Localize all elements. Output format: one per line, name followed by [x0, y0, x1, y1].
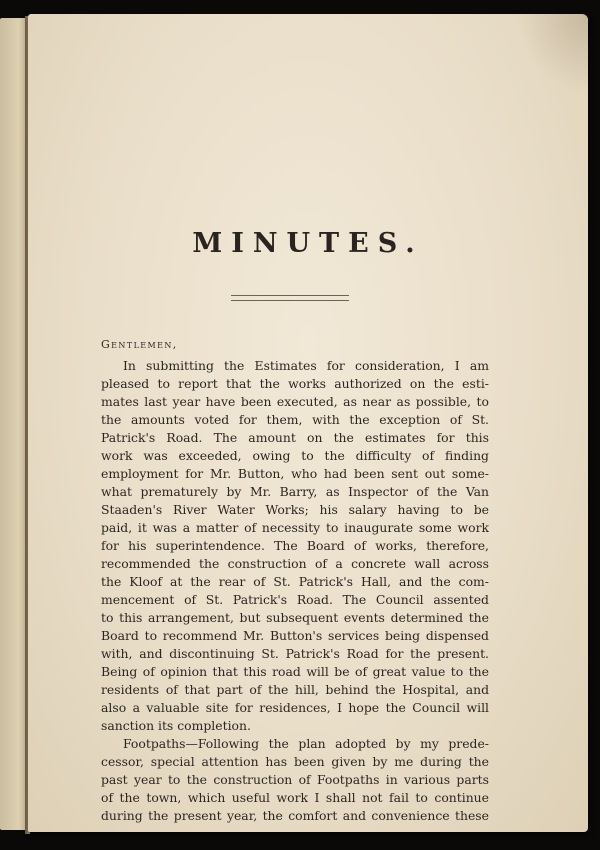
text-line: with, and discontinuing St. Patrick's Road for the present. — [101, 646, 489, 661]
salutation: Gentlemen, — [101, 338, 178, 351]
text-line: residents of that part of the hill, behind the Hospital, and — [101, 682, 489, 697]
text-line: Staaden's River Water Works; his salary having to be — [101, 502, 489, 517]
page-corner-stain — [518, 14, 588, 94]
text-line: during the present year, the comfort and convenience these — [101, 808, 489, 823]
text-line: In submitting the Estimates for consideration, I am — [123, 358, 489, 373]
text-line: paid, it was a matter of necessity to inaugurate some work — [101, 520, 489, 535]
text-line: past year to the construction of Footpaths in various parts — [101, 772, 489, 787]
left-page-edge — [0, 18, 27, 830]
text-line: pleased to report that the works authorized on the esti- — [101, 376, 489, 391]
text-line: Footpaths—Following the plan adopted by my prede- — [123, 736, 489, 751]
text-line: employment for Mr. Button, who had been sent out some- — [101, 466, 489, 481]
text-line: mencement of St. Patrick's Road. The Council assented — [101, 592, 489, 607]
text-line: Being of opinion that this road will be of great value to the — [101, 664, 489, 679]
text-line: mates last year have been executed, as near as possible, to — [101, 394, 489, 409]
text-line: sanction its completion. — [101, 718, 251, 733]
text-line: Patrick's Road. The amount on the estimates for this — [101, 430, 489, 445]
text-line: for his superintendence. The Board of works, therefore, — [101, 538, 489, 553]
text-line: the Kloof at the rear of St. Patrick's Hall, and the com- — [101, 574, 489, 589]
text-line: Board to recommend Mr. Button's services being dispensed — [101, 628, 489, 643]
text-line: work was exceeded, owing to the difficulty of finding — [101, 448, 489, 463]
text-line: cessor, special attention has been given by me during the — [101, 754, 489, 769]
text-line: of the town, which useful work I shall not fail to continue — [101, 790, 489, 805]
text-line: also a valuable site for residences, I hope the Council will — [101, 700, 489, 715]
title-double-rule — [231, 295, 349, 301]
page-title: MINUTES. — [192, 228, 424, 259]
text-line: what prematurely by Mr. Barry, as Inspector of the Van — [101, 484, 489, 499]
text-line: recommended the construction of a concrete wall across — [101, 556, 489, 571]
text-line: to this arrangement, but subsequent events determined the — [101, 610, 489, 625]
book-page — [28, 14, 588, 832]
text-line: the amounts voted for them, with the exception of St. — [101, 412, 489, 427]
